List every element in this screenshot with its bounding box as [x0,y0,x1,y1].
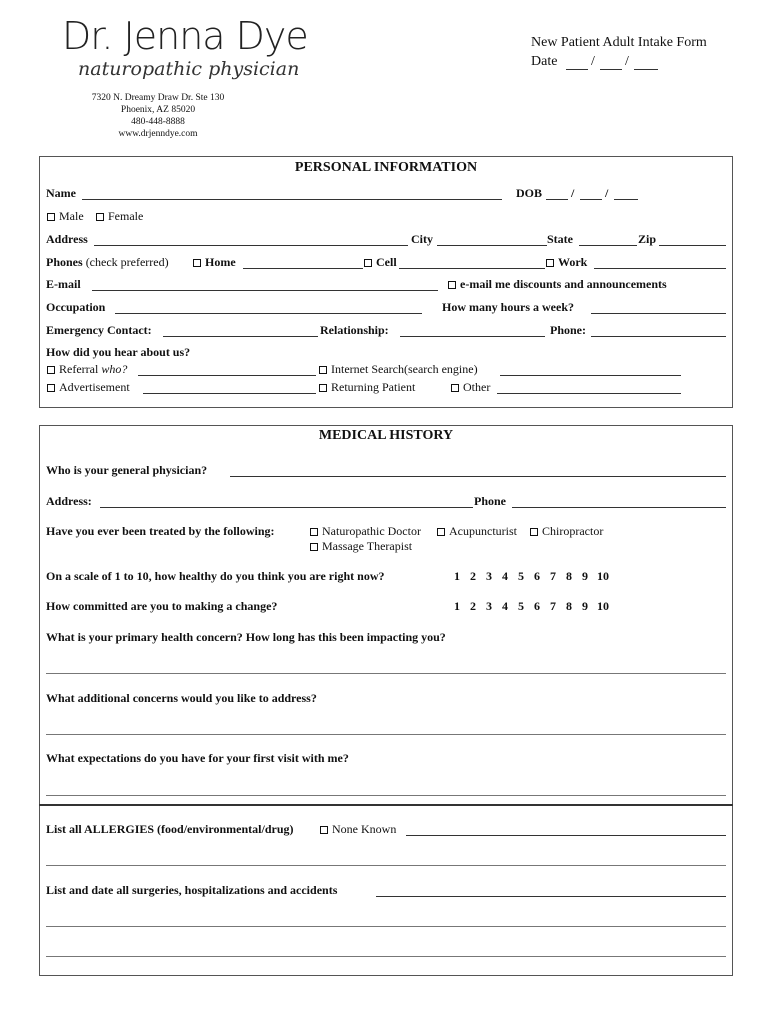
scale-option[interactable]: 5 [518,569,524,583]
city-label: City [411,232,433,246]
emergency-phone-field[interactable] [591,336,726,337]
naturopathic-doctor-option[interactable] [310,524,421,539]
state-label: State [547,232,573,246]
acupuncturist-option[interactable] [437,524,517,539]
occupation-field[interactable] [115,313,422,314]
other-option[interactable] [451,380,490,395]
checkbox-icon[interactable] [448,281,456,289]
scale-option[interactable]: 7 [550,599,556,613]
male-label: Male [59,209,84,223]
email-optin-option[interactable] [448,277,667,292]
checkbox-icon[interactable] [47,213,55,221]
emergency-phone-label: Phone: [550,323,586,337]
checkbox-icon[interactable] [530,528,538,536]
checkbox-icon[interactable] [546,259,554,267]
date-sep-2: / [625,54,629,69]
checkbox-icon[interactable] [364,259,372,267]
other-field[interactable] [497,393,681,394]
date-month-field[interactable] [566,69,588,70]
date-day-field[interactable] [600,69,622,70]
other-label: Other [463,380,491,394]
medical-history-title: MEDICAL HISTORY [318,428,454,443]
email-field[interactable] [92,290,438,291]
expectations-field[interactable] [46,795,726,796]
committed-scale-options[interactable] [449,599,613,614]
home-label: Home [205,255,236,269]
general-physician-field[interactable] [230,476,726,477]
hours-label: How many hours a week? [442,300,575,314]
city-field[interactable] [437,245,547,246]
scale-option[interactable]: 7 [550,569,556,583]
internet-search-option[interactable] [319,362,478,377]
returning-patient-label: Returning Patient [331,380,416,394]
acupuncturist-label: Acupuncturist [449,524,517,538]
name-field[interactable] [82,199,502,200]
address-label: Address [46,232,88,246]
female-label: Female [108,209,144,223]
internet-search-field[interactable] [500,375,681,376]
work-phone-field[interactable] [594,268,726,269]
advertisement-option[interactable] [47,380,130,395]
personal-information-title: PERSONAL INFORMATION [294,160,478,175]
physician-phone-field[interactable] [512,507,726,508]
address-phone: 480-448-8888 [131,117,185,127]
form-title: New Patient Adult Intake Form [531,35,707,50]
cell-phone-field[interactable] [399,268,545,269]
dob-day-field[interactable] [580,199,602,200]
checkbox-icon[interactable] [319,366,327,374]
scale-option[interactable]: 8 [566,599,572,613]
dob-sep-1: / [571,186,575,200]
scale-option[interactable]: 9 [582,599,588,613]
committed-scale-question: How committed are you to making a change? [46,599,278,613]
scale-option[interactable]: 5 [518,599,524,613]
allergies-question: List all ALLERGIES (food/environmental/drug) [46,822,294,836]
surgeries-question: List and date all surgeries, hospitalizations and accidents [46,883,338,897]
emergency-contact-field[interactable] [163,336,318,337]
state-field[interactable] [579,245,637,246]
returning-patient-option[interactable] [319,380,415,395]
checkbox-icon[interactable] [47,366,55,374]
scale-option[interactable]: 6 [534,569,540,583]
scale-option[interactable]: 8 [566,569,572,583]
date-label: Date [531,54,558,69]
phones-label [46,255,169,270]
address-city: Phoenix, AZ 85020 [120,105,196,115]
naturopathic-doctor-label: Naturopathic Doctor [322,524,421,538]
referral-who-label: who? [101,362,128,376]
cell-phone-option[interactable] [364,255,397,270]
referral-label: Referral [59,362,99,376]
scale-option[interactable]: 4 [502,599,508,613]
general-physician-label: Who is your general physician? [46,463,208,477]
dob-month-field[interactable] [546,199,568,200]
phones-note: (check preferred) [85,255,169,269]
checkbox-icon[interactable] [437,528,445,536]
hear-about-label: How did you hear about us? [46,345,191,359]
scale-option[interactable]: 3 [486,569,492,583]
surgeries-field-line-3[interactable] [46,956,726,957]
logo-tagline: naturopathic physician [78,58,300,80]
hours-field[interactable] [591,313,726,314]
primary-concern-question: What is your primary health concern? How long has this been impacting you? [46,630,446,644]
additional-concerns-question: What additional concerns would you like to address? [46,691,317,705]
date-year-field[interactable] [634,69,658,70]
checkbox-icon[interactable] [96,213,104,221]
surgeries-field-line-2[interactable] [46,926,726,927]
referral-field[interactable] [138,375,316,376]
physician-phone-label: Phone [474,494,507,508]
address-website: www.drjenndye.com [118,129,198,139]
emergency-contact-label: Emergency Contact: [46,323,152,337]
occupation-label: Occupation [46,300,106,314]
relationship-field[interactable] [400,336,545,337]
home-phone-option[interactable] [193,255,236,270]
cell-label: Cell [376,255,397,269]
name-label: Name [46,186,76,200]
scale-option[interactable]: 1 [454,569,460,583]
gender-female-option[interactable] [96,209,143,224]
scale-option[interactable]: 9 [582,569,588,583]
advertisement-label: Advertisement [59,380,130,394]
gender-male-option[interactable] [47,209,84,224]
dob-sep-2: / [605,186,609,200]
healthy-scale-options[interactable] [449,569,613,584]
checkbox-icon[interactable] [193,259,201,267]
additional-concerns-field[interactable] [46,734,726,735]
physician-address-field[interactable] [100,507,473,508]
phones-label-text: Phones [46,255,83,269]
scale-option[interactable]: 10 [597,599,609,613]
date-sep-1: / [591,54,595,69]
allergies-field-line-2[interactable] [46,865,726,866]
dob-year-field[interactable] [614,199,638,200]
none-known-label: None Known [332,822,397,836]
scale-option[interactable]: 4 [502,569,508,583]
massage-therapist-label: Massage Therapist [322,539,413,553]
referral-option[interactable] [47,362,127,377]
scale-option[interactable]: 2 [470,599,476,613]
expectations-question: What expectations do you have for your first visit with me? [46,751,349,765]
checkbox-icon[interactable] [47,384,55,392]
advertisement-field[interactable] [143,393,316,394]
checkbox-icon[interactable] [451,384,459,392]
dob-label: DOB [516,186,543,200]
physician-address-label: Address: [46,494,92,508]
home-phone-field[interactable] [243,268,363,269]
checkbox-icon[interactable] [319,384,327,392]
internet-search-label: Internet Search(search engine) [331,362,478,376]
work-phone-option[interactable] [546,255,587,270]
address-street: 7320 N. Dreamy Draw Dr. Ste 130 [91,93,225,103]
chiropractor-label: Chiropractor [542,524,604,538]
chiropractor-option[interactable] [530,524,603,539]
zip-field[interactable] [659,245,726,246]
scale-option[interactable]: 6 [534,599,540,613]
primary-concern-field[interactable] [46,673,726,674]
allergies-field[interactable] [406,835,726,836]
none-known-option[interactable] [320,822,396,837]
scale-option[interactable]: 10 [597,569,609,583]
scale-option[interactable]: 3 [486,599,492,613]
email-optin-label: e-mail me discounts and announcements [460,277,667,291]
practice-address [58,92,258,140]
address-field[interactable] [94,245,408,246]
logo-name: Dr. Jenna Dye [62,14,308,58]
massage-therapist-option[interactable] [310,539,412,554]
scale-option[interactable]: 1 [454,599,460,613]
checkbox-icon[interactable] [320,826,328,834]
checkbox-icon[interactable] [310,528,318,536]
checkbox-icon[interactable] [310,543,318,551]
scale-option[interactable]: 2 [470,569,476,583]
work-label: Work [558,255,588,269]
healthy-scale-question: On a scale of 1 to 10, how healthy do you think you are right now? [46,569,385,583]
relationship-label: Relationship: [320,323,389,337]
zip-label: Zip [638,232,657,246]
email-label: E-mail [46,277,81,291]
surgeries-field[interactable] [376,896,726,897]
section-divider [39,804,733,806]
treated-by-label: Have you ever been treated by the following: [46,524,275,538]
